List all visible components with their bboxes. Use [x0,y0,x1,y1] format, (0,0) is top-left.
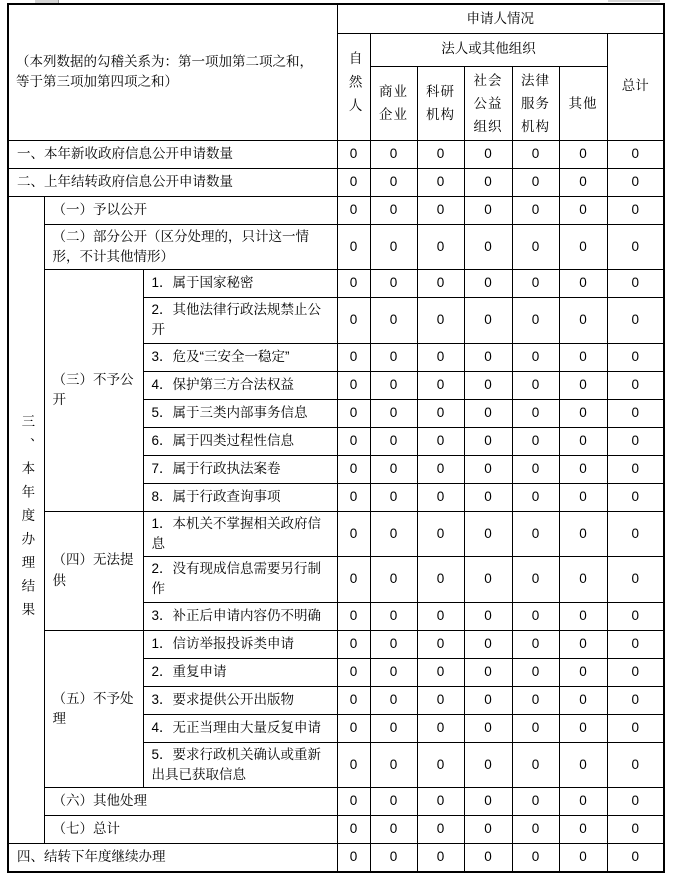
value-cell: 0 [370,298,417,344]
value-cell: 0 [607,455,664,483]
value-cell: 0 [512,371,559,399]
value-cell: 0 [559,788,607,816]
value-cell: 0 [417,224,464,270]
col-header-commercial-enterprise: 商业企业 [370,66,417,140]
value-cell: 0 [464,557,512,603]
value-cell: 0 [607,483,664,511]
col-header-research-institution: 科研机构 [417,66,464,140]
value-cell: 0 [337,557,370,603]
row-label-repeated-request: 2．重复申请 [143,658,337,686]
value-cell: 0 [559,816,607,844]
value-cell: 0 [559,658,607,686]
row-label-mass-repeated: 4．无正当理由大量反复申请 [143,714,337,742]
value-cell: 0 [337,427,370,455]
gov-info-disclosure-table [7,3,665,873]
value-cell: 0 [512,816,559,844]
value-cell: 0 [607,816,664,844]
value-cell: 0 [417,298,464,344]
value-cell: 0 [370,427,417,455]
table-body [8,140,664,872]
value-cell: 0 [417,511,464,557]
category-label-unable-to-provide: （四）无法提供 [44,511,143,630]
row-label-endanger-safety: 3．危及“三安全一稳定” [143,343,337,371]
value-cell: 0 [464,742,512,788]
value-cell: 0 [512,196,559,224]
value-cell: 0 [607,557,664,603]
value-cell: 0 [337,630,370,658]
natural-person-vertical-text: 自然人 [346,51,362,122]
value-cell: 0 [464,602,512,630]
value-cell: 0 [464,630,512,658]
category-label-not-public: （三）不予公开 [44,270,143,512]
col-header-other: 其他 [559,66,607,140]
value-cell: 0 [559,343,607,371]
table-row [8,224,664,270]
value-cell: 0 [559,511,607,557]
value-cell: 0 [417,557,464,603]
value-cell: 0 [370,630,417,658]
value-cell: 0 [370,196,417,224]
value-cell: 0 [559,483,607,511]
value-cell: 0 [370,816,417,844]
value-cell: 0 [512,343,559,371]
value-cell: 0 [337,455,370,483]
header-row-top [8,4,664,33]
value-cell: 0 [512,602,559,630]
note-line-2: 等于第三项加第四项之和） [16,74,178,90]
value-cell: 0 [607,427,664,455]
value-cell: 0 [559,371,607,399]
row-label-internal-affairs: 5．属于三类内部事务信息 [143,399,337,427]
value-cell: 0 [559,298,607,344]
value-cell: 0 [417,196,464,224]
value-cell: 0 [337,270,370,298]
value-cell: 0 [337,168,370,196]
value-cell: 0 [337,686,370,714]
value-cell: 0 [607,343,664,371]
value-cell: 0 [607,196,664,224]
row-label-partially-public: （二）部分公开（区分处理的，只计这一情形，不计其他情形） [44,224,337,270]
value-cell: 0 [417,630,464,658]
value-cell: 0 [417,371,464,399]
value-cell: 0 [417,602,464,630]
row-label-petition-complaint: 1．信访举报投诉类申请 [143,630,337,658]
value-cell: 0 [417,788,464,816]
col-header-total: 总计 [607,33,664,140]
table-row [8,270,664,298]
value-cell: 0 [417,658,464,686]
value-cell: 0 [464,270,512,298]
table-row [8,511,664,557]
value-cell: 0 [559,557,607,603]
note-cell [8,4,337,140]
value-cell: 0 [512,399,559,427]
value-cell: 0 [607,399,664,427]
value-cell: 0 [417,742,464,788]
value-cell: 0 [607,658,664,686]
value-cell: 0 [559,270,607,298]
value-cell: 0 [417,483,464,511]
value-cell: 0 [370,270,417,298]
value-cell: 0 [512,844,559,872]
col-header-legal-service-agency: 法律服务机构 [512,66,559,140]
value-cell: 0 [512,455,559,483]
table-row [8,140,664,168]
value-cell: 0 [512,224,559,270]
row-label-third-party-rights: 4．保护第三方合法权益 [143,371,337,399]
row-label-still-unclear: 3．补正后申请内容仍不明确 [143,602,337,630]
value-cell: 0 [607,844,664,872]
note-line-1: （本列数据的勾稽关系为：第一项加第二项之和， [16,54,313,69]
row-label-prohibited-by-law: 2．其他法律行政法规禁止公开 [143,298,337,344]
value-cell: 0 [512,658,559,686]
value-cell: 0 [512,788,559,816]
value-cell: 0 [370,371,417,399]
value-cell: 0 [464,196,512,224]
value-cell: 0 [512,483,559,511]
value-cell: 0 [512,557,559,603]
value-cell: 0 [464,788,512,816]
value-cell: 0 [607,298,664,344]
value-cell: 0 [559,714,607,742]
row-label-needs-production: 2．没有现成信息需要另行制作 [143,557,337,603]
value-cell: 0 [370,399,417,427]
value-cell: 0 [559,427,607,455]
row-label-reconfirm-info: 5．要求行政机关确认或重新出具已获取信息 [143,742,337,788]
value-cell: 0 [417,427,464,455]
value-cell: 0 [337,816,370,844]
value-cell: 0 [559,742,607,788]
value-cell: 0 [370,140,417,168]
value-cell: 0 [370,686,417,714]
value-cell: 0 [464,816,512,844]
row-label-state-secret: 1．属于国家秘密 [143,270,337,298]
value-cell: 0 [417,816,464,844]
value-cell: 0 [370,343,417,371]
value-cell: 0 [337,602,370,630]
clipped-ui-fragment-right [608,0,660,2]
col-header-natural-person [337,33,370,140]
table-row [8,816,664,844]
value-cell: 0 [370,602,417,630]
row-label-carry-to-next-year: 四、结转下年度继续办理 [8,844,337,872]
value-cell: 0 [464,343,512,371]
row-label-new-requests: 一、本年新收政府信息公开申请数量 [8,140,337,168]
value-cell: 0 [512,714,559,742]
value-cell: 0 [559,844,607,872]
value-cell: 0 [337,140,370,168]
table-row [8,630,664,658]
value-cell: 0 [559,455,607,483]
value-cell: 0 [464,140,512,168]
value-cell: 0 [417,168,464,196]
value-cell: 0 [337,742,370,788]
value-cell: 0 [464,483,512,511]
row-label-process-info: 6．属于四类过程性信息 [143,427,337,455]
row-label-granted: （一）予以公开 [44,196,337,224]
section-vertical-text: 三、本年度办理结果 [19,414,35,626]
col-header-social-welfare-org: 社会公益组织 [464,66,512,140]
value-cell: 0 [370,455,417,483]
value-cell: 0 [607,788,664,816]
row-label-enforcement-files: 7．属于行政执法案卷 [143,455,337,483]
table-row [8,168,664,196]
value-cell: 0 [559,168,607,196]
value-cell: 0 [370,658,417,686]
value-cell: 0 [417,399,464,427]
value-cell: 0 [370,557,417,603]
value-cell: 0 [337,224,370,270]
value-cell: 0 [464,399,512,427]
row-label-admin-inquiry: 8．属于行政查询事项 [143,483,337,511]
value-cell: 0 [417,455,464,483]
value-cell: 0 [512,630,559,658]
value-cell: 0 [337,658,370,686]
section-label-annual-results [8,196,44,844]
value-cell: 0 [370,742,417,788]
value-cell: 0 [559,602,607,630]
value-cell: 0 [464,511,512,557]
value-cell: 0 [464,168,512,196]
value-cell: 0 [464,371,512,399]
value-cell: 0 [337,298,370,344]
value-cell: 0 [417,714,464,742]
value-cell: 0 [464,455,512,483]
row-label-public-publications: 3．要求提供公开出版物 [143,686,337,714]
row-label-subtotal: （七）总计 [44,816,337,844]
value-cell: 0 [607,630,664,658]
value-cell: 0 [464,427,512,455]
value-cell: 0 [607,270,664,298]
value-cell: 0 [337,483,370,511]
value-cell: 0 [337,399,370,427]
value-cell: 0 [370,511,417,557]
value-cell: 0 [512,427,559,455]
value-cell: 0 [559,399,607,427]
value-cell: 0 [607,714,664,742]
value-cell: 0 [559,140,607,168]
value-cell: 0 [337,196,370,224]
value-cell: 0 [607,742,664,788]
value-cell: 0 [370,224,417,270]
value-cell: 0 [337,343,370,371]
header-applicant-group: 申请人情况 [337,4,664,33]
value-cell: 0 [417,844,464,872]
value-cell: 0 [337,371,370,399]
value-cell: 0 [512,140,559,168]
value-cell: 0 [607,224,664,270]
table-row [8,844,664,872]
value-cell: 0 [512,298,559,344]
value-cell: 0 [559,630,607,658]
value-cell: 0 [607,371,664,399]
value-cell: 0 [464,224,512,270]
value-cell: 0 [370,844,417,872]
value-cell: 0 [337,844,370,872]
value-cell: 0 [607,140,664,168]
value-cell: 0 [337,511,370,557]
value-cell: 0 [370,714,417,742]
value-cell: 0 [417,686,464,714]
table-row [8,788,664,816]
category-label-not-processed: （五）不予处理 [44,630,143,788]
value-cell: 0 [607,511,664,557]
value-cell: 0 [512,686,559,714]
value-cell: 0 [417,343,464,371]
value-cell: 0 [607,602,664,630]
value-cell: 0 [512,742,559,788]
value-cell: 0 [464,658,512,686]
value-cell: 0 [559,224,607,270]
row-label-carried-over: 二、上年结转政府信息公开申请数量 [8,168,337,196]
value-cell: 0 [417,140,464,168]
value-cell: 0 [464,844,512,872]
value-cell: 0 [337,788,370,816]
value-cell: 0 [370,788,417,816]
table-row [8,196,664,224]
value-cell: 0 [607,686,664,714]
value-cell: 0 [464,686,512,714]
value-cell: 0 [512,168,559,196]
value-cell: 0 [370,168,417,196]
value-cell: 0 [417,270,464,298]
value-cell: 0 [512,270,559,298]
value-cell: 0 [464,298,512,344]
value-cell: 0 [464,714,512,742]
value-cell: 0 [559,686,607,714]
value-cell: 0 [370,483,417,511]
value-cell: 0 [337,714,370,742]
value-cell: 0 [559,196,607,224]
value-cell: 0 [512,511,559,557]
value-cell: 0 [607,168,664,196]
row-label-not-held: 1．本机关不掌握相关政府信息 [143,511,337,557]
row-label-other-handling: （六）其他处理 [44,788,337,816]
col-header-legal-org-group: 法人或其他组织 [370,33,607,66]
